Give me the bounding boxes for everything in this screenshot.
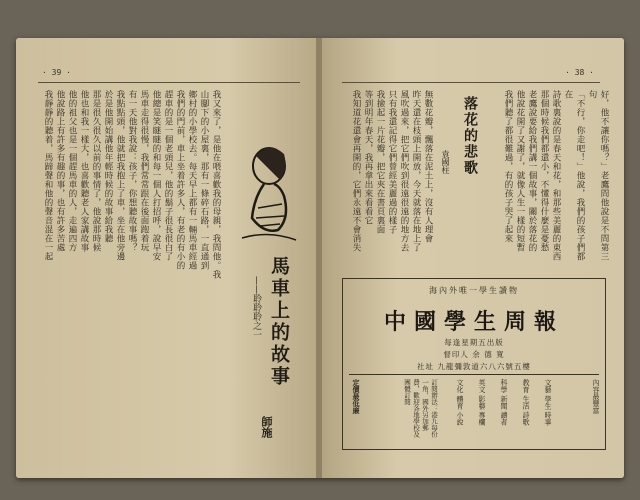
- right-body-column: 等到明年春天，我再拿出來看看它: [363, 90, 373, 225]
- right-body-column: 好，他不讓你嗎？」老鷹問他說是不問第三句: [587, 90, 609, 261]
- right-body-text-poem: [342, 90, 434, 268]
- left-body-column: 他也和我一樣大，也喜歡聽老人家講故事: [79, 90, 89, 252]
- ad-address: 社址 九龍彌敦道六八六號五樓: [417, 362, 531, 371]
- right-body-column: 昨天還在枝頭上開放，今天就落在地上了: [411, 90, 421, 252]
- ad-publication-schedule: 每逢星期五出版: [444, 338, 504, 347]
- right-page-number: · 38 ·: [565, 68, 594, 77]
- newspaper-advertisement: [342, 278, 606, 450]
- left-body-text: [34, 90, 222, 460]
- ad-contents-column: 科學 新聞 讀者: [500, 379, 508, 426]
- right-page: [322, 38, 624, 478]
- ad-masthead: 中國學生周報: [383, 309, 564, 335]
- right-body-column: 我們聽了都很難過，有的孩子哭了起來: [503, 90, 513, 243]
- left-body-column: 他總是笑瞇瞇的和每一個人打招呼，說早安: [151, 90, 161, 261]
- right-body-text-upper: [500, 90, 610, 268]
- left-body-column: 我靜靜的聽着，馬蹄聲和他的聲音混在一起: [43, 90, 53, 261]
- open-book: [16, 38, 624, 478]
- left-body-column: 他的祖父也是一個趕馬車的人，走遍四方: [67, 90, 77, 252]
- left-body-column: 有一天他對我說：孩子，你想聽故事嗎？: [127, 90, 137, 252]
- left-body-column: 他說路上有許多有趣的事，也有許多苦處: [55, 90, 65, 252]
- ad-contents-column: 教育 生活 詩歌: [522, 379, 530, 426]
- right-body-column: 我撿起一片花瓣，把它夾在書頁裏面: [375, 90, 385, 234]
- right-body-column: 那個時候我們都還小，不懂得什麼是憂愁: [539, 90, 549, 252]
- poem-title: 落花的悲歌: [462, 96, 478, 176]
- story-author: 師施: [260, 416, 273, 438]
- right-body-column: 風吹過來，把它們吹到很遠很遠的地方去: [399, 90, 409, 252]
- left-body-column: 山腳下的小屋裏，那有一條碎石路，一直通到: [199, 90, 209, 270]
- right-body-column: 我知道花還會再開的，它們永遠不會消失: [351, 90, 361, 252]
- left-page: [16, 38, 318, 478]
- left-body-column: 我們的門前，車上坐着許多人，有老的有小的: [175, 90, 185, 270]
- ad-subscription: 訂閱辦法：港九每份一角，國外另加郵費，歡迎各地學校及團體訂閱: [403, 379, 438, 438]
- ad-contents-column: 英文 影藝 專欄: [478, 379, 486, 426]
- ad-contents-column: 文化 體育 小說: [456, 379, 464, 426]
- right-body-column: 他說花開了又謝了，就像人生一樣的短暫: [515, 90, 525, 252]
- left-page-number: · 39 ·: [42, 68, 71, 77]
- poem-author: 袁國柱: [441, 150, 450, 174]
- left-body-column: 趕車的是一個老頭兒，他的鬍子很長很白了: [163, 90, 173, 261]
- ad-price-label: 定價最低廉: [352, 379, 361, 414]
- ad-divider: [349, 374, 599, 375]
- ad-tagline: 海內外唯一學生讀物: [429, 286, 519, 295]
- right-body-column: 詩歌裏說的是春天和花，和那些美麗的東西: [551, 90, 561, 261]
- right-body-column: 老鷹說要給我們講一個故事，關於落花的: [527, 90, 537, 252]
- left-body-column: 馬車走得很慢，我們常常跟在後面跑着玩: [139, 90, 149, 252]
- right-body-column: 「不行，你走吧！」他說，我們的孩子們都在: [563, 90, 585, 261]
- left-body-column: 我又來了，是他在喂喜歡我的母親，我問他。我: [211, 90, 221, 279]
- story-subtitle: ——聆聆聆之一: [251, 276, 261, 339]
- left-body-column: 我點點頭，他就把我抱上了車，坐在他旁邊: [115, 90, 125, 261]
- right-header-rule: [342, 82, 600, 83]
- ad-publisher: 督印人 余 德 寬: [443, 350, 505, 359]
- story-title: 馬車上的故事: [268, 256, 290, 388]
- bust-sketch-illustration: [234, 138, 304, 248]
- ad-contents-column: 文藝 學生 時事: [544, 379, 552, 426]
- left-body-column: 那是很久很久以前的事情了，他說那時候: [91, 90, 101, 252]
- right-body-column: 只有我還記得它們曾經美麗過的樣子: [387, 90, 397, 234]
- ad-side-label: 內容最豐富: [592, 379, 600, 414]
- left-body-column: 鄉村的小學校去。每天早上都有一輛馬車經過: [187, 90, 197, 270]
- left-body-column: 於是他開始講他年輕時候的故事給我聽: [103, 90, 113, 243]
- right-body-column: 無數花瓣，飄落在泥土上，沒有人理會: [423, 90, 433, 243]
- left-header-rule: [38, 82, 300, 83]
